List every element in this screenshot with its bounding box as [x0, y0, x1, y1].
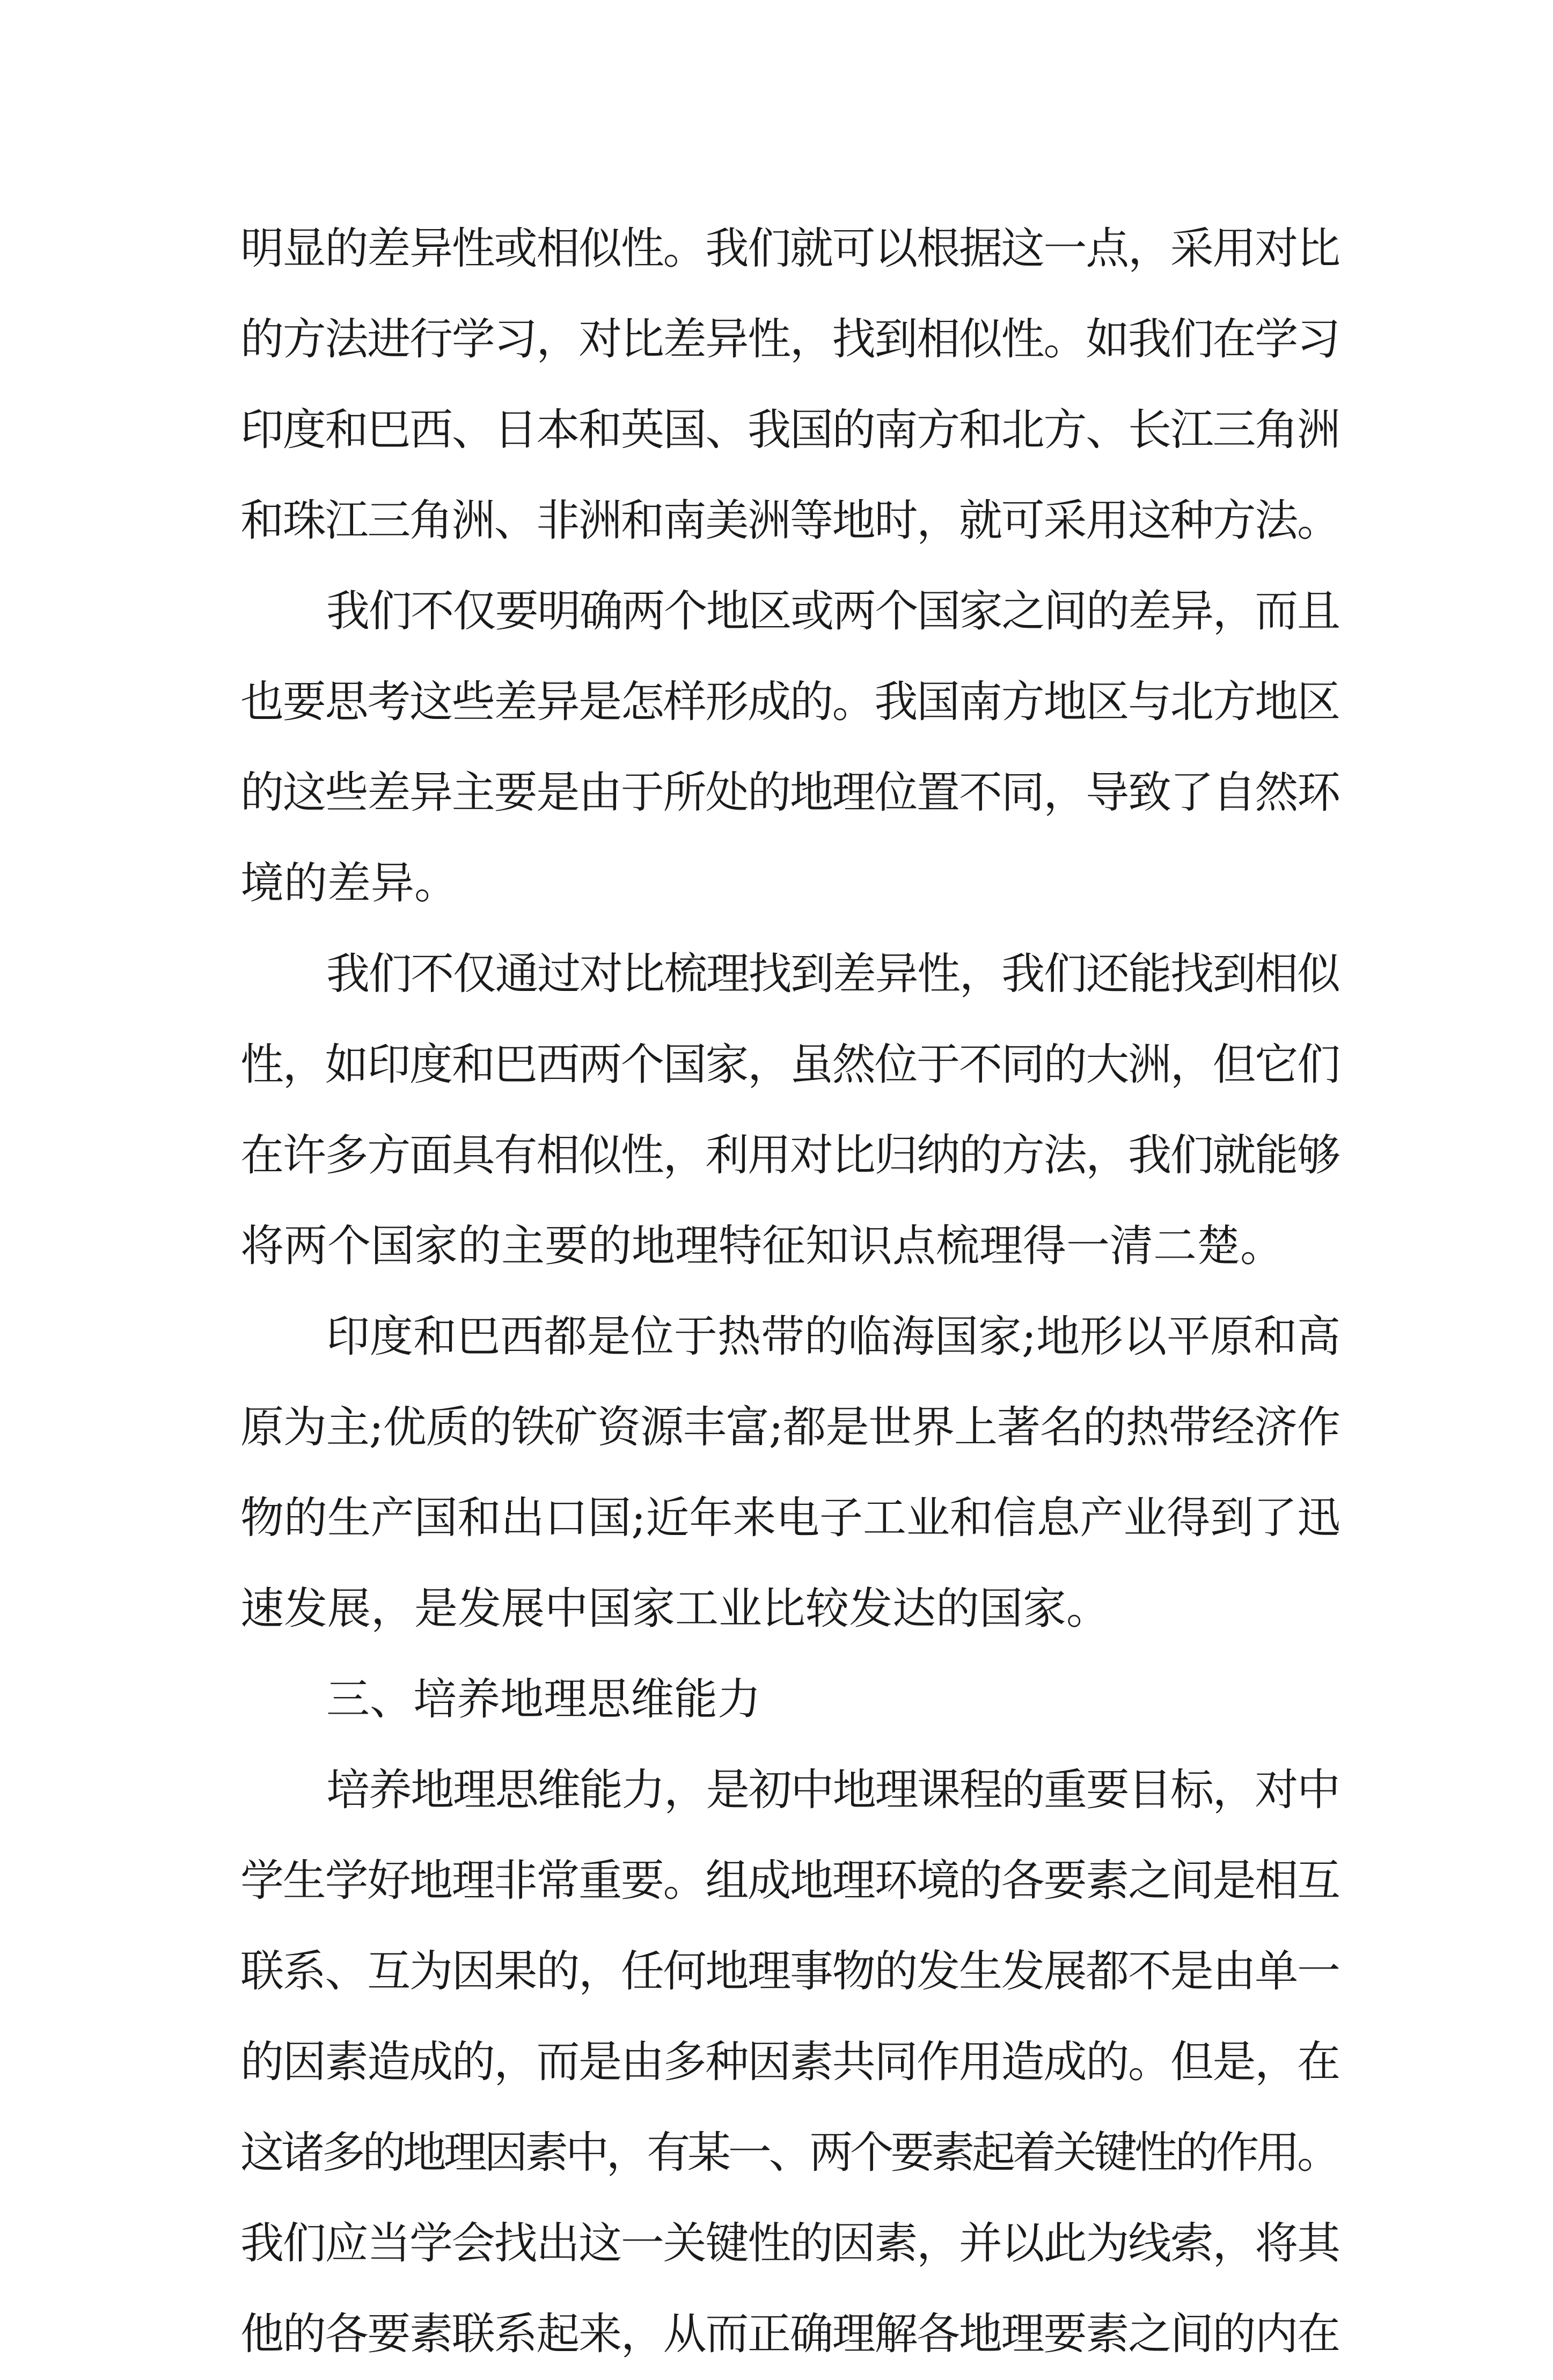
text-line-14: 原为主;优质的铁矿资源丰富;都是世界上著名的热带经济作 [240, 1402, 1340, 1453]
text-line-4: 和珠江三角洲、非洲和南美洲等地时，就可采用这种方法。 [240, 496, 1339, 546]
text-line-13: 印度和巴西都是位于热带的临海国家;地形以平原和高 [326, 1312, 1341, 1362]
text-line-3: 印度和巴西、日本和英国、我国的南方和北方、长江三角洲 [240, 405, 1339, 456]
text-line-12: 将两个国家的主要的地理特征知识点梳理得一清二楚。 [240, 1221, 1284, 1272]
text-line-23: 我们应当学会找出这一关键性的因素，并以此为线索，将其 [240, 2219, 1339, 2269]
text-line-15: 物的生产国和出口国;近年来电子工业和信息产业得到了迅 [240, 1493, 1340, 1544]
text-line-18: 培养地理思维能力，是初中地理课程的重要目标，对中 [326, 1765, 1339, 1816]
text-line-20: 联系、互为因果的，任何地理事物的发生发展都不是由单一 [240, 1946, 1339, 1997]
text-line-21: 的因素造成的，而是由多种因素共同作用造成的。但是，在 [240, 2037, 1339, 2088]
text-line-2: 的方法进行学习，对比差异性，找到相似性。如我们在学习 [240, 314, 1339, 365]
text-line-7: 的这些差异主要是由于所处的地理位置不同，导致了自然环 [240, 768, 1339, 818]
text-line-8: 境的差异。 [240, 858, 458, 909]
text-line-22: 这诸多的地理因素中，有某一、两个要素起着关键性的作用。 [240, 2128, 1338, 2178]
section-heading: 三、培养地理思维能力 [326, 1674, 761, 1725]
text-line-10: 性，如印度和巴西两个国家，虽然位于不同的大洲，但它们 [240, 1040, 1339, 1090]
text-line-11: 在许多方面具有相似性，利用对比归纳的方法，我们就能够 [240, 1130, 1339, 1181]
text-line-19: 学生学好地理非常重要。组成地理环境的各要素之间是相互 [240, 1856, 1339, 1906]
body-text [240, 204, 1340, 2380]
text-line-1: 明显的差异性或相似性。我们就可以根据这一点，采用对比 [240, 224, 1339, 274]
text-line-16: 速发展，是发展中国家工业比较发达的国家。 [240, 1584, 1110, 1634]
text-line-9: 我们不仅通过对比梳理找到差异性，我们还能找到相似 [326, 949, 1339, 1000]
text-line-5: 我们不仅要明确两个地区或两个国家之间的差异，而且 [326, 586, 1339, 637]
text-line-24: 他的各要素联系起来，从而正确理解各地理要素之间的内在 [240, 2309, 1339, 2360]
text-line-6: 也要思考这些差异是怎样形成的。我国南方地区与北方地区 [240, 677, 1339, 728]
